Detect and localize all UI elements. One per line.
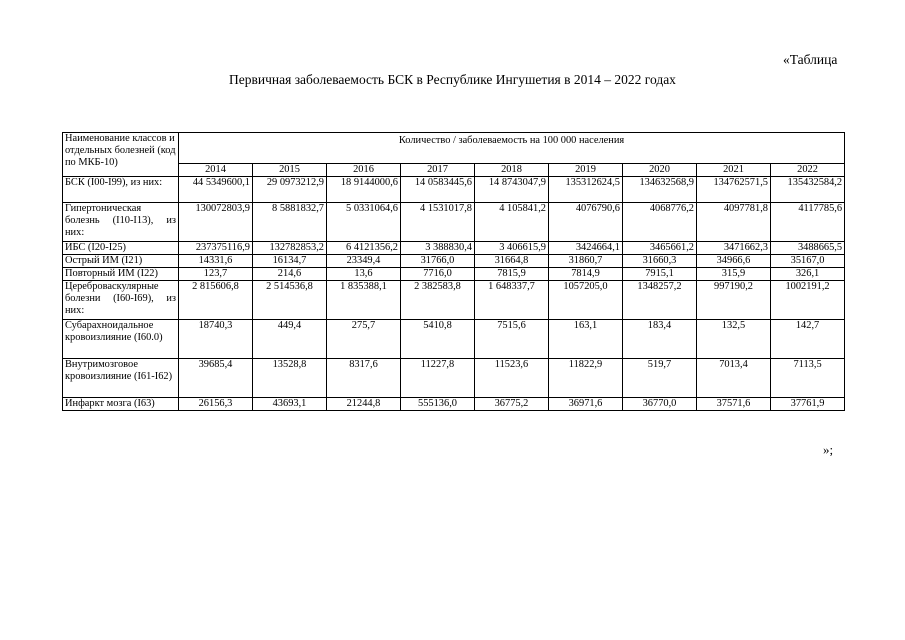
value-cell: 130072803,9: [179, 203, 253, 242]
value-cell: 7716,0: [401, 268, 475, 281]
value-cell: 135312624,5: [549, 177, 623, 203]
value-cell: 18740,3: [179, 320, 253, 359]
value-cell: 35167,0: [771, 255, 845, 268]
value-cell: 7814,9: [549, 268, 623, 281]
value-cell: 4076790,6: [549, 203, 623, 242]
column-header-disease: Наименование классов и отдельных болезней (код по МКБ-10): [63, 133, 179, 177]
value-cell: 3465661,2: [623, 242, 697, 255]
value-cell: 21244,8: [327, 398, 401, 411]
row-disease-name: БСК (I00-I99), из них:: [63, 177, 179, 203]
value-cell: 18 9144000,6: [327, 177, 401, 203]
value-cell: 997190,2: [697, 281, 771, 320]
value-cell: 31766,0: [401, 255, 475, 268]
year-header-row: [63, 164, 845, 177]
value-cell: 3 406615,9: [475, 242, 549, 255]
table-reference: «Таблица: [783, 52, 838, 67]
value-cell: 5410,8: [401, 320, 475, 359]
year-header: 2014: [179, 164, 253, 177]
value-cell: 275,7: [327, 320, 401, 359]
row-disease-name: Гипертоническая болезнь (I10-I13), из них:: [63, 203, 179, 242]
row-disease-name: Острый ИМ (I21): [63, 255, 179, 268]
year-header: 2021: [697, 164, 771, 177]
value-cell: 14 8743047,9: [475, 177, 549, 203]
table-row: [63, 398, 845, 411]
value-cell: 36971,6: [549, 398, 623, 411]
value-cell: 14 0583445,6: [401, 177, 475, 203]
value-cell: 44 5349600,1: [179, 177, 253, 203]
year-header: 2018: [475, 164, 549, 177]
year-header: 2016: [327, 164, 401, 177]
value-cell: 142,7: [771, 320, 845, 359]
table-row: [63, 255, 845, 268]
value-cell: 134762571,5: [697, 177, 771, 203]
value-cell: 163,1: [549, 320, 623, 359]
value-cell: 26156,3: [179, 398, 253, 411]
value-cell: 23349,4: [327, 255, 401, 268]
year-header: 2022: [771, 164, 845, 177]
closing-mark: »;: [823, 442, 834, 457]
value-cell: 7915,1: [623, 268, 697, 281]
value-cell: 2 815606,8: [179, 281, 253, 320]
value-cell: 4097781,8: [697, 203, 771, 242]
morbidity-table: [62, 132, 845, 411]
value-cell: 29 0973212,9: [253, 177, 327, 203]
value-cell: 4 105841,2: [475, 203, 549, 242]
value-cell: 134632568,9: [623, 177, 697, 203]
value-cell: 37761,9: [771, 398, 845, 411]
value-cell: 2 514536,8: [253, 281, 327, 320]
value-cell: 3471662,3: [697, 242, 771, 255]
row-disease-name: Цереброваскулярные болезни (I60-I69), из них:: [63, 281, 179, 320]
value-cell: 7013,4: [697, 359, 771, 398]
value-cell: 1 835388,1: [327, 281, 401, 320]
table-row: [63, 242, 845, 255]
value-cell: 5 0331064,6: [327, 203, 401, 242]
value-cell: 4 1531017,8: [401, 203, 475, 242]
value-cell: 7113,5: [771, 359, 845, 398]
row-disease-name: Инфаркт мозга (I63): [63, 398, 179, 411]
column-header-quantity: Количество / заболеваемость на 100 000 населения: [179, 133, 845, 164]
table-row: [63, 359, 845, 398]
value-cell: 8317,6: [327, 359, 401, 398]
value-cell: 31860,7: [549, 255, 623, 268]
value-cell: 1002191,2: [771, 281, 845, 320]
morbidity-table-container: [62, 132, 844, 411]
value-cell: 183,4: [623, 320, 697, 359]
value-cell: 3 388830,4: [401, 242, 475, 255]
value-cell: 7515,6: [475, 320, 549, 359]
value-cell: 1057205,0: [549, 281, 623, 320]
value-cell: 519,7: [623, 359, 697, 398]
value-cell: 11227,8: [401, 359, 475, 398]
document-title: Первичная заболеваемость БСК в Республике Ингушетия в 2014 – 2022 годах: [229, 72, 676, 87]
value-cell: 315,9: [697, 268, 771, 281]
value-cell: 3424664,1: [549, 242, 623, 255]
value-cell: 1 648337,7: [475, 281, 549, 320]
year-header: 2019: [549, 164, 623, 177]
value-cell: 13,6: [327, 268, 401, 281]
value-cell: 7815,9: [475, 268, 549, 281]
value-cell: 2 382583,8: [401, 281, 475, 320]
value-cell: 16134,7: [253, 255, 327, 268]
value-cell: 449,4: [253, 320, 327, 359]
value-cell: 11523,6: [475, 359, 549, 398]
table-row: [63, 203, 845, 242]
year-header: 2015: [253, 164, 327, 177]
year-header: 2020: [623, 164, 697, 177]
value-cell: 123,7: [179, 268, 253, 281]
value-cell: 326,1: [771, 268, 845, 281]
value-cell: 237375116,9: [179, 242, 253, 255]
row-disease-name: Субарахноидальное кровоизлияние (I60.0): [63, 320, 179, 359]
value-cell: 3488665,5: [771, 242, 845, 255]
row-disease-name: Повторный ИМ (I22): [63, 268, 179, 281]
value-cell: 1348257,2: [623, 281, 697, 320]
row-disease-name: ИБС (I20-I25): [63, 242, 179, 255]
value-cell: 4068776,2: [623, 203, 697, 242]
row-disease-name: Внутримозговое кровоизлияние (I61-I62): [63, 359, 179, 398]
value-cell: 6 4121356,2: [327, 242, 401, 255]
value-cell: 14331,6: [179, 255, 253, 268]
value-cell: 31664,8: [475, 255, 549, 268]
table-body: [63, 177, 845, 411]
table-row: [63, 268, 845, 281]
table-row: [63, 320, 845, 359]
table-row: [63, 281, 845, 320]
table-row: [63, 177, 845, 203]
value-cell: 555136,0: [401, 398, 475, 411]
value-cell: 214,6: [253, 268, 327, 281]
value-cell: 132,5: [697, 320, 771, 359]
value-cell: 31660,3: [623, 255, 697, 268]
value-cell: 37571,6: [697, 398, 771, 411]
value-cell: 13528,8: [253, 359, 327, 398]
value-cell: 132782853,2: [253, 242, 327, 255]
value-cell: 36775,2: [475, 398, 549, 411]
value-cell: 8 5881832,7: [253, 203, 327, 242]
value-cell: 34966,6: [697, 255, 771, 268]
value-cell: 11822,9: [549, 359, 623, 398]
header-row: [63, 133, 845, 164]
value-cell: 4117785,6: [771, 203, 845, 242]
value-cell: 36770,0: [623, 398, 697, 411]
value-cell: 135432584,2: [771, 177, 845, 203]
value-cell: 43693,1: [253, 398, 327, 411]
value-cell: 39685,4: [179, 359, 253, 398]
year-header: 2017: [401, 164, 475, 177]
